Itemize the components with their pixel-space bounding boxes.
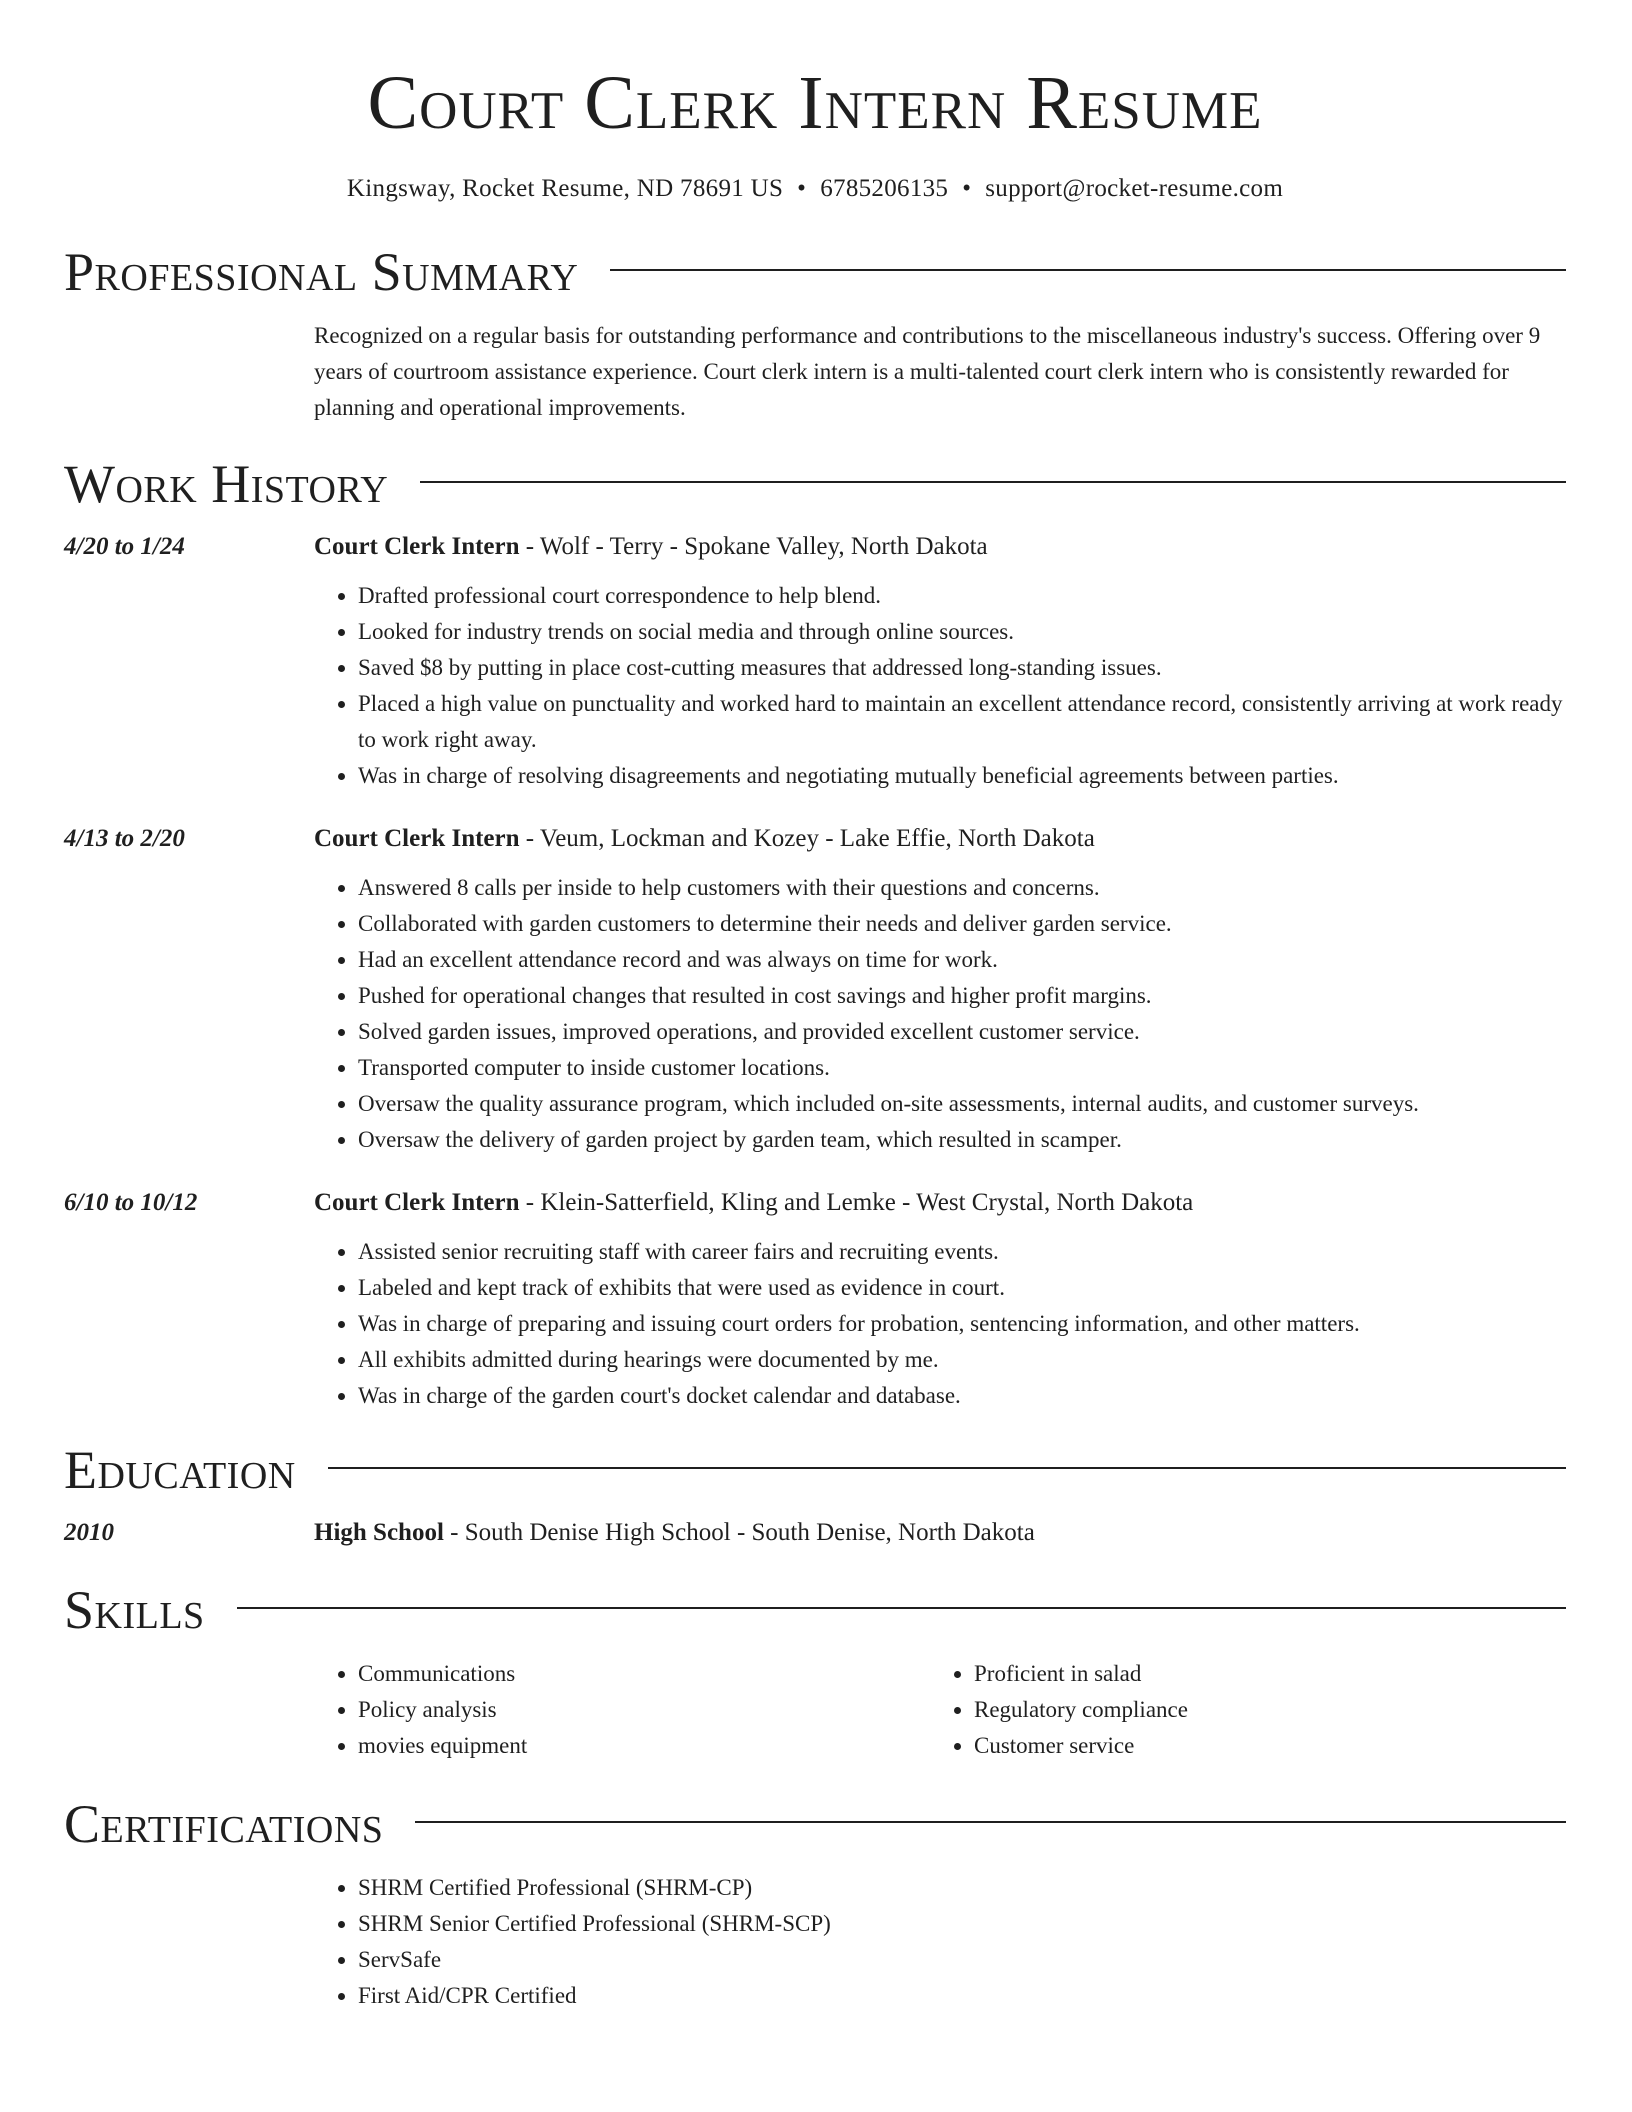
job-bullet: • Answered 8 calls per inside to help customers with their questions and concerns. <box>358 870 1566 906</box>
certifications-section-header <box>64 1792 1566 1856</box>
job-body <box>314 1186 1566 1414</box>
contact-separator: • <box>962 175 972 202</box>
job-bullet: • All exhibits admitted during hearings were documented by me. <box>358 1342 1566 1378</box>
contact-email: support@rocket-resume.com <box>985 175 1284 202</box>
job-position: Court Clerk Intern <box>314 533 520 560</box>
job-dates: 4/13 to 2/20 <box>64 825 185 852</box>
job-heading <box>314 530 1566 564</box>
job-heading <box>314 822 1566 856</box>
job-bullet: • Collaborated with garden customers to determine their needs and deliver garden service. <box>358 906 1566 942</box>
job-bullet-list <box>314 1234 1566 1414</box>
certification-item: • SHRM Certified Professional (SHRM-CP) <box>358 1870 1566 1906</box>
certification-item: • SHRM Senior Certified Professional (SHRM-SCP) <box>358 1906 1566 1942</box>
certifications-bullet-list <box>314 1870 1566 2014</box>
certification-item: • ServSafe <box>358 1942 1566 1978</box>
work-history-section-header <box>64 452 1566 516</box>
job-bullet-list <box>314 870 1566 1158</box>
job-bullet: • Was in charge of the garden court's docket calendar and database. <box>358 1378 1566 1414</box>
job-position: Court Clerk Intern <box>314 1189 520 1216</box>
skill-item: • Policy analysis <box>358 1692 930 1728</box>
section-divider <box>415 1821 1566 1823</box>
job-entry <box>64 530 1566 794</box>
job-bullet: • Labeled and kept track of exhibits that were used as evidence in court. <box>358 1270 1566 1306</box>
skills-section-title: Skills <box>64 1580 205 1640</box>
resume-title: Court Clerk Intern Resume <box>367 61 1263 145</box>
job-bullet: • Solved garden issues, improved operations, and provided excellent customer service. <box>358 1014 1566 1050</box>
education-degree: High School <box>314 1519 444 1546</box>
certifications-section-title: Certifications <box>64 1794 384 1854</box>
job-bullet: • Placed a high value on punctuality and worked hard to maintain an excellent attendance record, consistently arriving at work ready to work right away. <box>358 686 1566 758</box>
job-bullet-list <box>314 578 1566 794</box>
job-bullet: • Assisted senior recruiting staff with career fairs and recruiting events. <box>358 1234 1566 1270</box>
section-divider <box>237 1607 1566 1609</box>
work-history-section <box>64 452 1566 1414</box>
contact-phone: 6785206135 <box>820 175 949 202</box>
job-bullet: • Oversaw the delivery of garden project by garden team, which resulted in scamper. <box>358 1122 1566 1158</box>
education-section <box>64 1438 1566 1550</box>
section-divider <box>610 269 1566 271</box>
summary-section-header <box>64 240 1566 304</box>
skill-item: • Regulatory compliance <box>974 1692 1546 1728</box>
job-heading <box>314 1186 1566 1220</box>
job-dates: 6/10 to 10/12 <box>64 1189 198 1216</box>
summary-section-title: Professional Summary <box>64 242 579 302</box>
certifications-list <box>314 1870 1566 2014</box>
certification-item: • First Aid/CPR Certified <box>358 1978 1566 2014</box>
contact-separator: • <box>797 175 807 202</box>
job-details: - Klein-Satterfield, Kling and Lemke - West Crystal, North Dakota <box>519 1189 1194 1216</box>
job-body <box>314 530 1566 794</box>
skill-item: • Customer service <box>974 1728 1546 1764</box>
skill-item: • movies equipment <box>358 1728 930 1764</box>
job-dates: 4/20 to 1/24 <box>64 533 185 560</box>
work-history-section-title: Work History <box>64 454 389 514</box>
section-divider <box>328 1467 1566 1469</box>
summary-section <box>64 240 1566 426</box>
skills-section-header <box>64 1578 1566 1642</box>
skill-item: • Proficient in salad <box>974 1656 1546 1692</box>
job-body <box>314 822 1566 1158</box>
skills-column-left <box>314 1656 930 1764</box>
education-heading <box>314 1516 1566 1550</box>
education-section-title: Education <box>64 1440 296 1500</box>
job-bullet: • Had an excellent attendance record and was always on time for work. <box>358 942 1566 978</box>
skills-column-right <box>930 1656 1546 1764</box>
job-bullet: • Pushed for operational changes that resulted in cost savings and higher profit margins. <box>358 978 1566 1014</box>
skills-section <box>64 1578 1566 1764</box>
certifications-section <box>64 1792 1566 2014</box>
job-bullet: • Was in charge of preparing and issuing court orders for probation, sentencing information, and other matters. <box>358 1306 1566 1342</box>
job-bullet: • Drafted professional court correspondence to help blend. <box>358 578 1566 614</box>
contact-line <box>64 172 1566 206</box>
job-details: - Wolf - Terry - Spokane Valley, North Dakota <box>519 533 988 560</box>
education-body <box>314 1516 1566 1550</box>
education-details: - South Denise High School - South Denise, North Dakota <box>443 1519 1035 1546</box>
education-entry <box>64 1516 1566 1550</box>
job-bullet: • Oversaw the quality assurance program, which included on-site assessments, internal audits, and customer surveys. <box>358 1086 1566 1122</box>
summary-text: Recognized on a regular basis for outstanding performance and contributions to the miscellaneous industry's success. Offering over 9 years of courtroom assistance experience. Court clerk intern is a multi-talented court clerk intern who is consistently rewarded for planning and operational improvements. <box>314 323 1541 420</box>
education-section-header <box>64 1438 1566 1502</box>
job-bullet: • Looked for industry trends on social media and through online sources. <box>358 614 1566 650</box>
job-bullet: • Transported computer to inside customer locations. <box>358 1050 1566 1086</box>
skill-item: • Communications <box>358 1656 930 1692</box>
contact-address: Kingsway, Rocket Resume, ND 78691 US <box>346 175 784 202</box>
section-divider <box>420 481 1566 483</box>
job-position: Court Clerk Intern <box>314 825 520 852</box>
skills-grid <box>314 1656 1566 1764</box>
job-entry <box>64 822 1566 1158</box>
job-bullet: • Saved $8 by putting in place cost-cutting measures that addressed long-standing issues. <box>358 650 1566 686</box>
education-year: 2010 <box>64 1519 114 1546</box>
job-entry <box>64 1186 1566 1414</box>
job-details: - Veum, Lockman and Kozey - Lake Effie, North Dakota <box>519 825 1095 852</box>
job-bullet: • Was in charge of resolving disagreements and negotiating mutually beneficial agreements between parties. <box>358 758 1566 794</box>
